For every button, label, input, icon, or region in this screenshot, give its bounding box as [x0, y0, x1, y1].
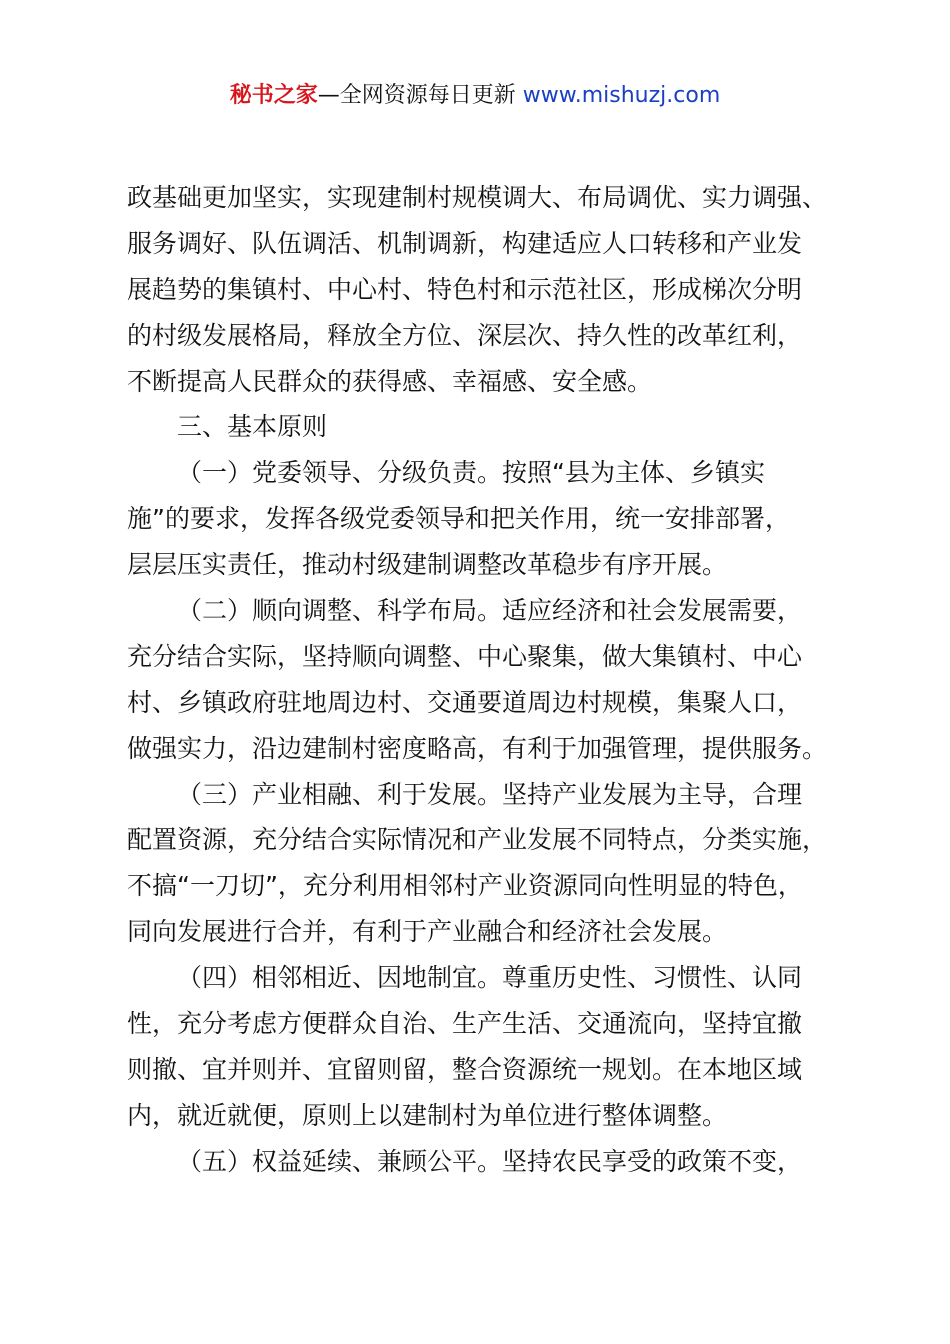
text-line: 同向发展进行合并，有利于产业融合和经济社会发展。 — [127, 917, 728, 947]
text-line: 不断提高人民群众的获得感、幸福感、安全感。 — [127, 366, 653, 396]
document-body — [127, 175, 862, 1185]
text-line: 层层压实责任，推动村级建制调整改革稳步有序开展。 — [127, 550, 728, 580]
site-header — [0, 80, 950, 112]
text-line: 施”的要求，发挥各级党委领导和把关作用，统一安排部署， — [127, 504, 790, 534]
paragraph-start: （四）相邻相近、因地制宜。尊重历史性、习惯性、认同 — [177, 963, 803, 993]
paragraph-start: （一）党委领导、分级负责。按照“县为主体、乡镇实 — [177, 458, 765, 488]
text-line: 内，就近就便，原则上以建制村为单位进行整体调整。 — [127, 1100, 728, 1130]
text-line: 的村级发展格局，释放全方位、深层次、持久性的改革红利， — [127, 320, 803, 350]
section-heading: 三、基本原则 — [177, 412, 328, 442]
site-url-link[interactable]: www.mishuzj.com — [522, 83, 721, 108]
paragraph-start: （二）顺向调整、科学布局。适应经济和社会发展需要， — [177, 596, 803, 626]
text-line: 充分结合实际，坚持顺向调整、中心聚集，做大集镇村、中心 — [127, 641, 803, 671]
paragraph-start: （三）产业相融、利于发展。坚持产业发展为主导，合理 — [177, 779, 803, 809]
site-brand: 秘书之家 — [229, 83, 318, 108]
text-line: 村、乡镇政府驻地周边村、交通要道周边村规模，集聚人口， — [127, 687, 803, 717]
site-slogan: —全网资源每日更新 — [317, 83, 516, 108]
paragraph-start: （五）权益延续、兼顾公平。坚持农民享受的政策不变， — [177, 1146, 803, 1176]
text-line: 则撤、宜并则并、宜留则留，整合资源统一规划。在本地区域 — [127, 1054, 803, 1084]
text-line: 做强实力，沿边建制村密度略高，有利于加强管理，提供服务。 — [127, 733, 828, 763]
text-line: 配置资源，充分结合实际情况和产业发展不同特点，分类实施， — [127, 825, 828, 855]
text-line: 展趋势的集镇村、中心村、特色村和示范社区，形成梯次分明 — [127, 274, 803, 304]
text-line: 性，充分考虑方便群众自治、生产生活、交通流向，坚持宜撤 — [127, 1009, 803, 1039]
text-line: 服务调好、队伍调活、机制调新，构建适应人口转移和产业发 — [127, 228, 803, 258]
text-line: 不搞“一刀切”，充分利用相邻村产业资源同向性明显的特色， — [127, 871, 803, 901]
text-line: 政基础更加坚实，实现建制村规模调大、布局调优、实力调强、 — [127, 183, 828, 212]
